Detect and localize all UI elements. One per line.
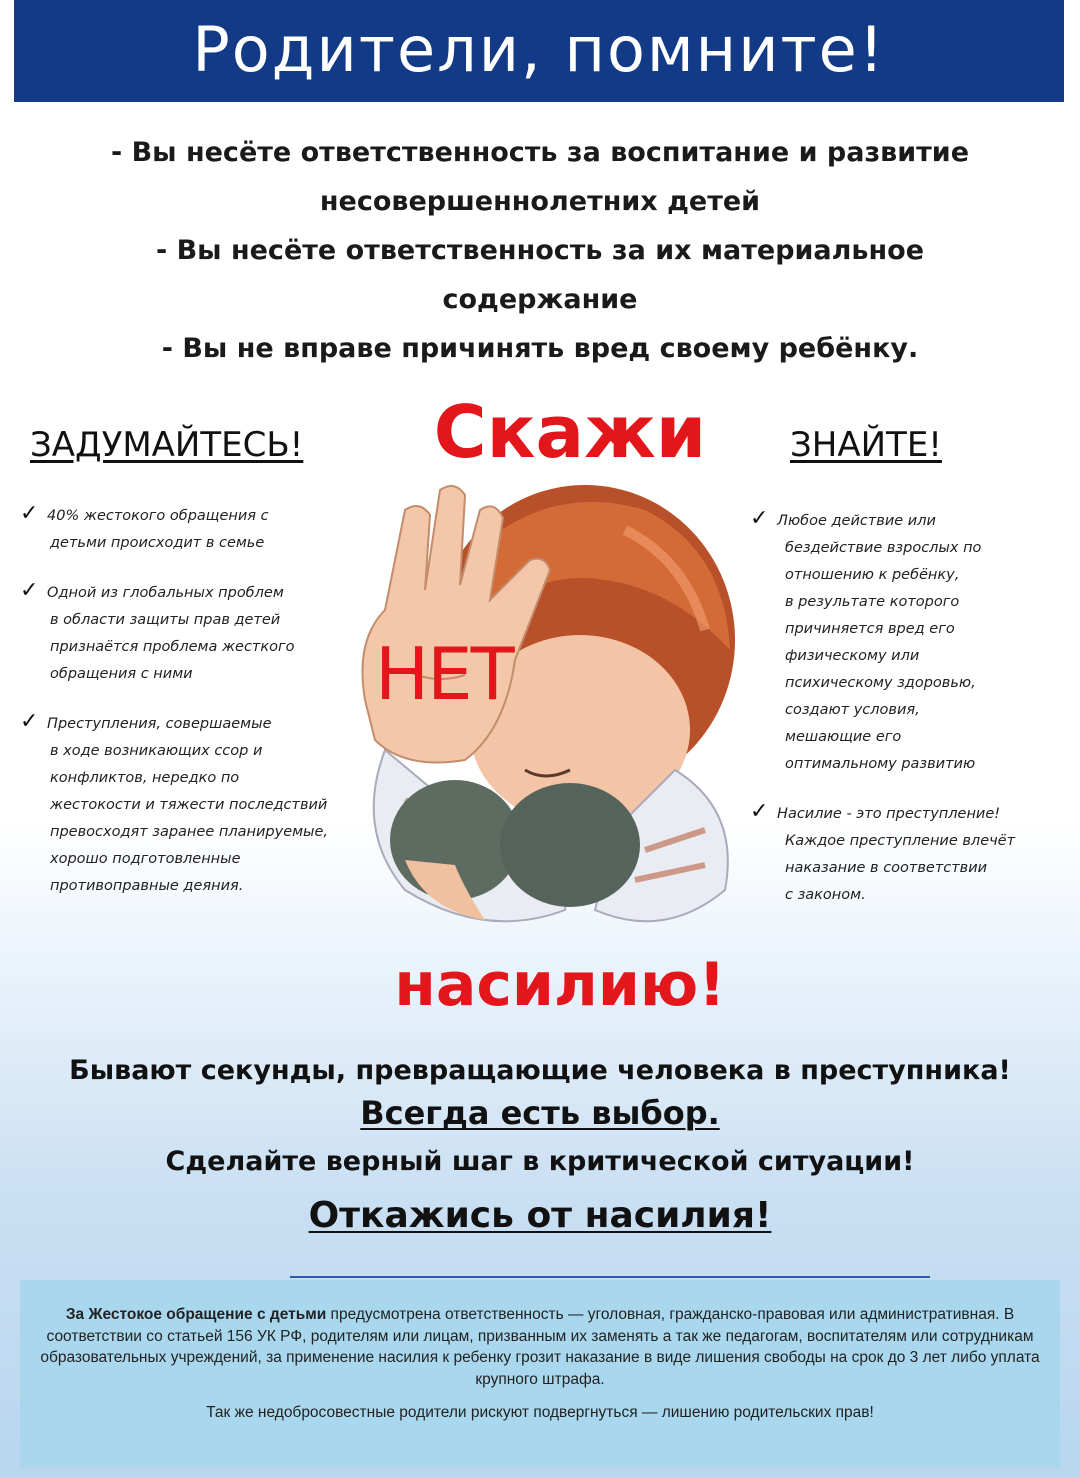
legal-paragraph-2: Так же недобросовестные родители рискуют подвергнуться — лишению родительских прав! [206, 1404, 874, 1421]
list-item-line: бездействие взрослых по [785, 540, 982, 556]
list-item-line: Одной из глобальных проблем [47, 585, 284, 601]
list-item-line: хорошо подготовленные [50, 851, 241, 867]
list-item-line: психическому здоровью, [785, 675, 976, 691]
intro-line: - Вы не вправе причинять вред своему ребёнку. [161, 333, 919, 364]
list-item-line: создают условия, [785, 702, 920, 718]
slogan-bottom: насилию! [394, 950, 726, 1020]
intro-line: - Вы несёте ответственность за воспитание и развитие [110, 137, 970, 168]
list-item-line: наказание в соответствии [785, 860, 988, 876]
list-item-line: 40% жестокого обращения с [47, 508, 269, 524]
divider [290, 1276, 930, 1278]
list-item-line: жестокости и тяжести последствий [50, 797, 328, 813]
list-item-line: мешающие его [785, 729, 902, 745]
list-item-line: Насилие - это преступление! [777, 806, 1001, 822]
page-header [14, 0, 1064, 102]
list-item-line: отношению к ребёнку, [785, 567, 960, 583]
list-item-line: конфликтов, нередко по [50, 770, 240, 786]
cta-line: Сделайте верный шаг в критической ситуации! [165, 1146, 915, 1177]
list-item-line: с законом. [785, 887, 866, 903]
list-item-line: в области защиты прав детей [50, 612, 281, 628]
list-item-line: обращения с ними [50, 666, 193, 682]
list-item-line: физическому или [785, 648, 920, 664]
list-item-line: Преступления, совершаемые [47, 716, 272, 732]
list-item [750, 798, 1080, 909]
legal-info-box [20, 1280, 1060, 1467]
check-icon: ✓ [20, 709, 39, 734]
check-icon: ✓ [750, 506, 769, 531]
left-column-title: ЗАДУМАЙТЕСЬ! [30, 425, 304, 465]
call-to-action [20, 1055, 1060, 1236]
legal-text: предусмотрена ответственность — уголовная, гражданско-правовая или административная. В соответствии со статьей 156 УК РФ, родителям или лицам, призванным их заменять а так же педагогам, воспитателям или сотрудникам образовательных учреждений, за применение насилия к ребенку грозит наказание в виде лишения свободы на срок до 3 лет либо уплата крупного штрафа. [40, 1306, 1040, 1388]
list-item-line: противоправные деяния. [50, 878, 244, 894]
check-icon: ✓ [750, 799, 769, 824]
left-column-list [20, 500, 380, 920]
list-item [750, 505, 1080, 778]
list-item-line: превосходят заранее планируемые, [50, 824, 329, 840]
list-item [20, 708, 380, 900]
right-column-list [750, 505, 1080, 929]
intro-line: - Вы несёте ответственность за их материальное [155, 235, 925, 266]
list-item [20, 500, 380, 557]
list-item-line: причиняется вред его [785, 621, 955, 637]
intro-line: несовершеннолетних детей [319, 186, 761, 217]
check-icon: ✓ [20, 578, 39, 603]
list-item-line: Любое действие или [777, 513, 936, 529]
list-item-line: в ходе возникающих ссор и [50, 743, 263, 759]
intro-list [60, 128, 1020, 373]
slogan-top: Скажи [433, 390, 707, 474]
list-item [20, 577, 380, 688]
right-column-title: ЗНАЙТЕ! [790, 425, 942, 465]
list-item-line: Каждое преступление влечёт [785, 833, 1016, 849]
list-item-line: признаётся проблема жесткого [50, 639, 295, 655]
list-item-line: оптимальному развитию [785, 756, 976, 772]
check-icon: ✓ [20, 501, 39, 526]
page-title: Родители, помните! [192, 13, 886, 86]
intro-line: содержание [442, 284, 638, 315]
cta-line: Бывают секунды, превращающие человека в преступника! [69, 1055, 1011, 1086]
cta-line: Всегда есть выбор. [360, 1094, 720, 1132]
legal-lead: За Жестокое обращение с детьми [65, 1306, 327, 1323]
cta-line: Откажись от насилия! [308, 1195, 772, 1236]
list-item-line: в результате которого [785, 594, 960, 610]
slogan-middle: НЕТ [375, 632, 513, 716]
list-item-line: детьми происходит в семье [50, 535, 265, 551]
legal-paragraph [38, 1304, 1042, 1390]
